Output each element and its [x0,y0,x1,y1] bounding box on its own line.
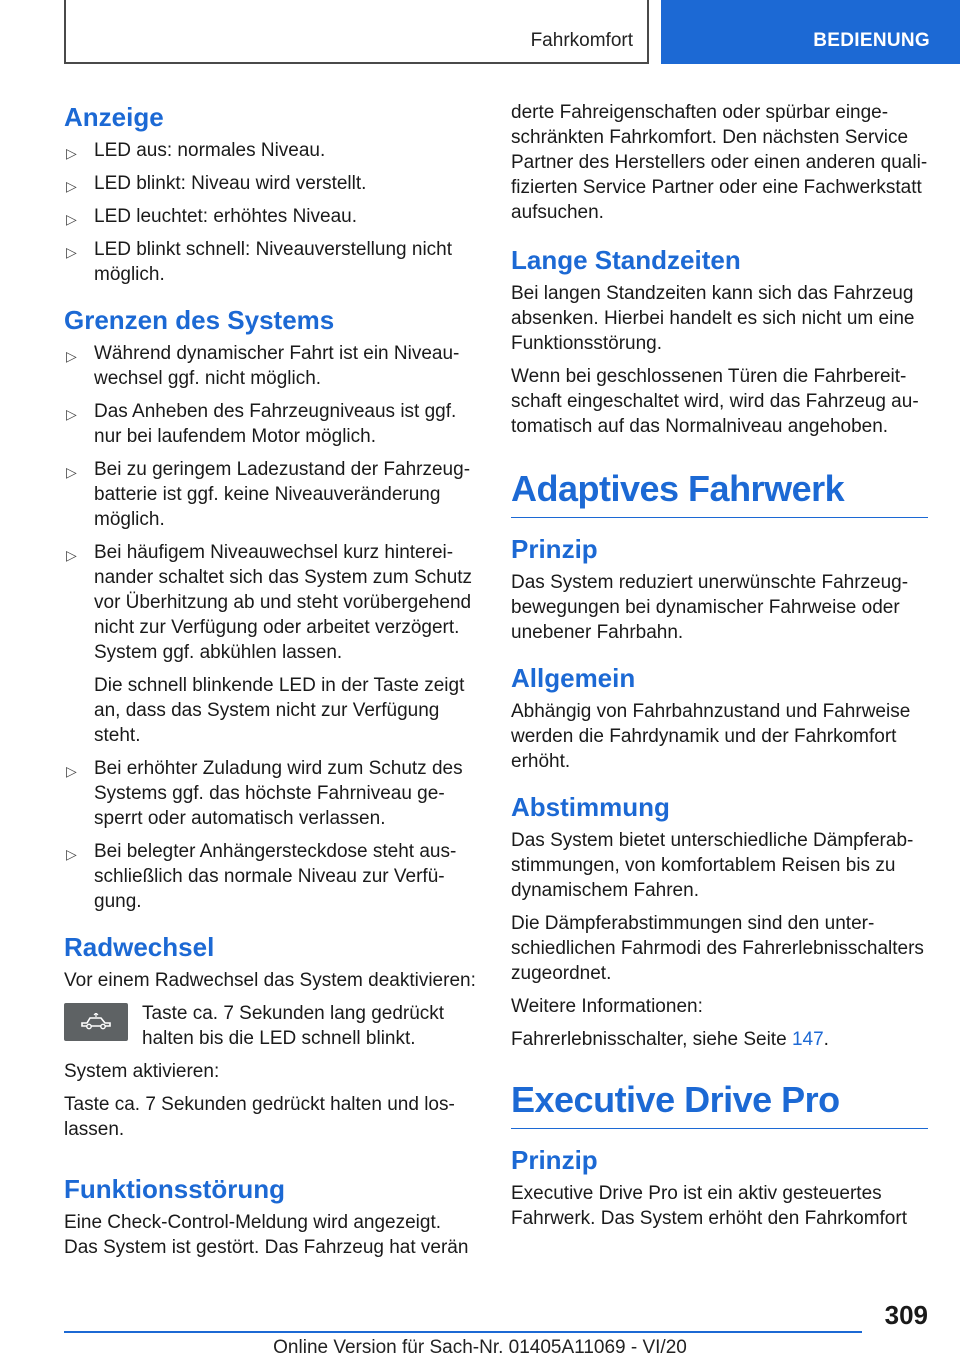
list-item: ▷ Bei häufigem Niveauwechsel kurz hintereinander schaltet sich das System zum Schutz vor Überhitzung ab und steht vorübergehend nicht zur Verfügung oder arbeitet verzögert. System ggf. abkühlen lassen. Die schnell blinkende LED in der Taste zeigt an, dass das System nicht zur Verfügung steht. [64,540,478,748]
heading-adaptives-fahrwerk: Adaptives Fahrwerk [511,467,928,518]
abstimmung-p3: Weitere Informationen: [511,996,703,1017]
triangle-bullet-icon: ▷ [66,244,77,260]
page-number: 309 [884,1300,928,1330]
lange-p2: Wenn bei geschlossenen Türen die Fahrbereitschaft eingeschaltet wird, wird das Fahrzeug automatisch auf das Normalniveau angehoben. [511,366,919,437]
section-title: BEDIENUNG [813,30,930,51]
list-item: ▷ LED blinkt: Niveau wird verstellt. [64,171,478,196]
list-item: ▷ Während dynamischer Fahrt ist ein Niveauwechsel ggf. nicht möglich. [66,343,460,389]
list-item: ▷ Bei belegter Anhängersteckdose steht ausschließlich das normale Niveau zur Verfügung. [66,841,457,912]
heading-grenzen: Grenzen des Systems [64,305,335,335]
abstimmung-p2: Die Dämpferabstimmungen sind den unterschiedlichen Fahrmodi des Fahrerlebnisschalters zugeordnet. [511,913,924,984]
list-item: ▷ LED blinkt schnell: Niveauverstellung nicht möglich. [66,239,453,285]
executive-prinzip-text: Executive Drive Pro ist ein aktiv gesteuertes Fahrwerk. Das System erhöht den Fahrkomfort [511,1183,907,1229]
triangle-bullet-icon: ▷ [66,846,77,862]
heading-anzeige: Anzeige [64,102,164,132]
triangle-bullet-icon: ▷ [66,547,77,563]
radwechsel-intro: Vor einem Radwechsel das System deaktivieren: [64,970,476,991]
list-item: ▷ Bei zu geringem Ladezustand der Fahrzeugbatterie ist ggf. keine Niveauveränderung möglich. [66,459,471,530]
cross-reference: Fahrerlebnisschalter, siehe Seite 147. [511,1029,829,1050]
list-item: ▷ LED leuchtet: erhöhtes Niveau. [64,204,478,229]
allgemein-text: Abhängig von Fahrbahnzustand und Fahrweise werden die Fahrdynamik und der Fahrkomfort erhöht. [511,701,911,772]
triangle-bullet-icon: ▷ [66,145,77,161]
chapter-title: Fahrkomfort [530,30,633,51]
triangle-bullet-icon: ▷ [66,406,77,422]
triangle-bullet-icon: ▷ [66,178,77,194]
heading-allgemein: Allgemein [511,663,636,693]
key-instruction [64,1001,478,1051]
key-instruction-text: Taste ca. 7 Sekunden lang gedrückt halten bis die LED schnell blinkt. [142,1003,445,1049]
stoerung-text: Eine Check-Control-Meldung wird angezeigt. Das System ist gestört. Das Fahrzeug hat verän [64,1212,469,1258]
list-item: ▷ Bei erhöhter Zuladung wird zum Schutz des Systems ggf. das höchste Fahrniveau gesperrt oder automatisch verlassen. [66,758,463,829]
heading-radwechsel: Radwechsel [64,932,215,962]
abstimmung-p1: Das System bietet unterschiedliche Dämpferabstimmungen, von komfortablem Reisen bis zu dynamischem Fahren. [511,830,914,901]
list-item-note: Die schnell blinkende LED in der Taste zeigt an, dass das System nicht zur Verfügung steht. [94,675,465,746]
footer-divider [64,1331,862,1333]
activate-text: Taste ca. 7 Sekunden gedrückt halten und loslassen. [64,1094,455,1140]
heading-stoerung: Funktionsstörung [64,1174,285,1204]
list-item: ▷ LED aus: normales Niveau. [64,138,478,163]
heading-executive-drive-pro: Executive Drive Pro [511,1078,928,1129]
heading-prinzip: Prinzip [511,534,598,564]
prinzip-text: Das System reduziert unerwünschte Fahrzeugbewegungen bei dynamischer Fahrweise oder unebener Fahrbahn. [511,572,909,643]
list-grenzen [64,341,478,914]
triangle-bullet-icon: ▷ [66,211,77,227]
triangle-bullet-icon: ▷ [66,348,77,364]
left-column [64,100,478,1268]
page-link-147[interactable]: 147 [791,1029,824,1050]
activate-label: System aktivieren: [64,1061,220,1082]
lange-p1: Bei langen Standzeiten kann sich das Fahrzeug absenken. Hierbei handelt es sich nicht um eine Funktionsstörung. [511,283,915,354]
heading-lange-standzeiten: Lange Standzeiten [511,245,741,275]
continued-text: derte Fahreigenschaften oder spürbar eingeschränkten Fahrkomfort. Den nächsten Service Partner des Herstellers oder einen anderen qualifizierten Service Partner oder eine Fachwerkstatt aufsuchen. [511,102,928,223]
list-anzeige [64,138,478,287]
header-section-box [661,0,960,64]
triangle-bullet-icon: ▷ [66,464,77,480]
footer-text: Online Version für Sach-Nr. 01405A11069 - VI/20 [273,1337,687,1358]
heading-prinzip-2: Prinzip [511,1145,598,1175]
right-column [511,100,928,1239]
triangle-bullet-icon: ▷ [66,763,77,779]
car-level-icon [64,1003,128,1041]
header-chapter-box [64,0,649,64]
heading-abstimmung: Abstimmung [511,792,670,822]
list-item: ▷ Das Anheben des Fahrzeugniveaus ist ggf. nur bei laufendem Motor möglich. [66,401,457,447]
